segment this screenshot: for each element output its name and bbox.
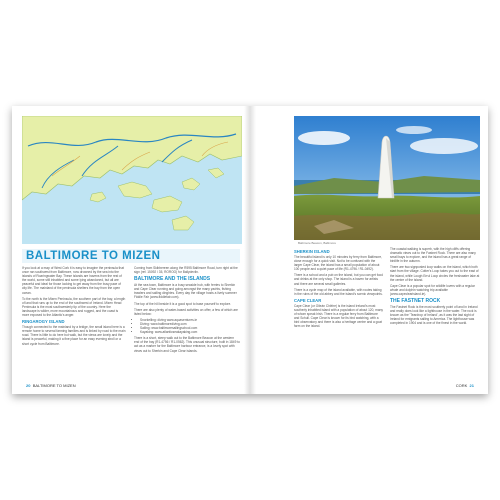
section-heading: RINGAROGY ISLAND	[22, 319, 65, 325]
section-heading: SHERKIN ISLAND	[294, 249, 330, 254]
list-item: • Kayaking: www.atlanticseakayaking.com	[140, 330, 240, 334]
paragraph: There are also plenty of water-based activities on offer, a few of which are listed below:	[134, 307, 238, 316]
paragraph: Cape Clear (or Oileán Chléire) is the island Ireland's most southerly inhabited island with a population of about 120, many of whom speak Irish. There is a regular ferry from Baltimore and Schull. Cape Clear is known for its bird watching, with a bird observatory and there is also a heritage centre and a goat farm on the island.	[294, 303, 383, 329]
west-cork-map	[22, 116, 242, 244]
paragraph: There is a cycle map of the island available, with routes taking in the ruins of the old abbey and the island's scenic viewpoints.	[294, 287, 383, 296]
page-number: 20	[26, 383, 31, 388]
paragraph: There is a short, steep walk out to the Baltimore Beacon at the western end of the bay (R1-4756 / R1-0562). This unusual structure, built in 1849 to act as a marker for the Baltimore harbour entrance, is a lovely spot with views out to Sherkin and Cape Clear islands.	[134, 336, 240, 353]
paragraph: To the north is the Mizen Peninsula, the southern part of the bay, a length of land that runs up to the end of the southwest of Ireland. Mizen Head Peninsula is the most southwesterly tip of the country. Here the landscape is wilder, more mountainous and rugged, and the coast is more exposed to the Atlantic's anger.	[22, 296, 126, 318]
book-spread	[12, 106, 488, 394]
paragraph: The top of the hill beside it is a good spot to base yourself to explore.	[134, 301, 232, 306]
paragraph: If you look at a map of West Cork it is easy to imagine the peninsula that once ran southwest from Baltimore, now drowned by the sea into the islands of Roaringwater Bay. These islands are havens from the rest of the world, some still inhabited and some lying abandoned, but all are peaceful and ideal for those looking to get away from the busy pace of city life. The mainland of the peninsula shelters the bay from the open ocean.	[22, 266, 124, 295]
section-heading: BALTIMORE AND THE ISLANDS	[134, 276, 211, 283]
book-gutter	[244, 106, 256, 394]
list-item: • Sailing: www.baltimoresailingschool.com	[140, 326, 240, 330]
paragraph: The Fastnet Rock is the most southerly point of land in Ireland and really does look like a lighthouse in the water. The rock is known as the 'Teardrop of Ireland', as it was the last sight of Ireland for emigrants sailing to America. The lighthouse was completed in 1904 and is one of the finest in the world.	[390, 305, 478, 326]
right-column-2	[390, 247, 480, 328]
section-heading: CAPE CLEAR	[294, 297, 322, 303]
list-item: • Snorkelling: diving www.aquaventures.ie	[140, 318, 240, 322]
right-column-1	[294, 247, 384, 330]
list-item: • Diving: www.baltimorediving.com	[140, 322, 240, 326]
right-footer	[456, 383, 474, 388]
section-heading: THE FASTNET ROCK	[390, 298, 441, 305]
running-head: BALTIMORE TO MIZEN	[32, 383, 76, 388]
paragraph: Cape Clear is a popular spot for wildlife lovers with a regular whale and dolphin watching trip available (www.capeclearisland.ie).	[390, 283, 475, 296]
photo-caption: Baltimore Beacon, Baltimore	[298, 241, 337, 245]
beacon-image	[294, 116, 480, 240]
left-footer	[26, 383, 76, 388]
map-figure	[22, 116, 242, 244]
running-head: CORK	[455, 383, 468, 388]
paragraph: At the sea town, Baltimore is a busy seaside hub, with ferries to Sherkin and Cape Clear running and going amongst the many yachts, fishing trawlers and sailing dinghies. Every day the village hosts a lively summer Fiddle Fair (www.fiddlefair.com).	[134, 283, 237, 300]
paragraph: The coastal walking is superb, with the high cliffs offering dramatic views out to the Fastnet Rock. There are also many small bays to explore, and the island has a great range of birdlife in the autumn.	[390, 247, 476, 264]
left-column-1	[22, 266, 126, 348]
chapter-title: BALTIMORE TO MIZEN	[26, 250, 161, 262]
paragraph: Though connected to the mainland by a bridge, the small island here is a remote home to several farming families and is linked by road to the main road. There is little to do here but walk, but the views are lovely and the island is peaceful, making it a fine place for an easy evening stroll or a short cycle from Baltimore.	[22, 325, 126, 346]
page-number: 21	[469, 383, 474, 388]
paragraph: There is a school and a pub on the island, but you can get food and drinks at the only shop. The island is a haven for artists and there are several small galleries.	[294, 273, 383, 286]
left-page	[12, 106, 250, 394]
paragraph: The beautiful island is only 10 minutes by ferry from Baltimore, close enough for a quick visit. Not to be confused with the larger Cape Clear, the island has a small population of about 100 people and a quiet pace of life (R1-4796 / R1-0492).	[294, 255, 383, 272]
beacon-photo	[294, 116, 480, 240]
paragraph: Coming from Skibbereen along the R595 Baltimore Road, turn right at the sign (ref. 15092 / 35, ROROO) for Ballydevlin.	[134, 266, 238, 275]
right-page	[250, 106, 488, 394]
activity-list	[134, 318, 240, 334]
paragraph: There are two signposted loop walks on the island, which both start from the village. Cotter's Loop takes you out to the east of the island, while Lough Errul Loop circles the freshwater lake at the centre of the island.	[390, 265, 480, 282]
left-column-2	[134, 266, 240, 355]
